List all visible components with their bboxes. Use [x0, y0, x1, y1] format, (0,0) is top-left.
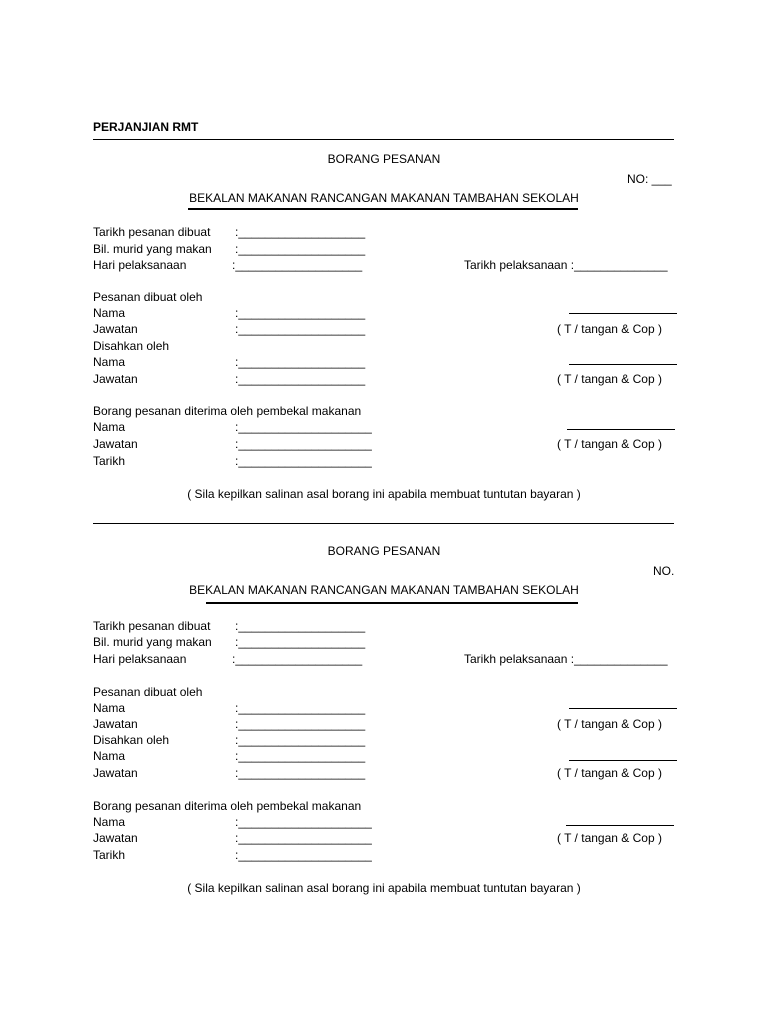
approved-by-heading: Disahkan oleh [93, 733, 170, 747]
subtitle-underline [206, 602, 578, 604]
name-field[interactable]: :____________________ [235, 420, 372, 434]
received-by-heading: Borang pesanan diterima oleh pembekal makanan [93, 799, 362, 813]
execution-day-field[interactable]: :___________________ [232, 652, 363, 666]
position-field[interactable]: :____________________ [235, 831, 372, 845]
ordered-by-heading: Pesanan dibuat oleh [93, 685, 203, 699]
name-label: Nama [93, 420, 126, 434]
name-field[interactable]: :___________________ [235, 749, 366, 763]
signature-line [569, 364, 677, 365]
name-field[interactable]: :___________________ [235, 306, 366, 320]
date-label: Tarikh [93, 848, 126, 862]
name-field[interactable]: :___________________ [235, 701, 366, 715]
position-label: Jawatan [93, 372, 138, 386]
form-number: NO: ___ [627, 172, 672, 186]
position-field[interactable]: :____________________ [235, 437, 372, 451]
form-subtitle: BEKALAN MAKANAN RANCANGAN MAKANAN TAMBAHAN SEKOLAH [189, 191, 579, 205]
name-label: Nama [93, 355, 126, 369]
signature-stamp-label: ( T / tangan & Cop ) [557, 766, 662, 780]
signature-stamp-label: ( T / tangan & Cop ) [557, 322, 662, 336]
form-subtitle: BEKALAN MAKANAN RANCANGAN MAKANAN TAMBAHAN SEKOLAH [189, 583, 579, 597]
execution-day-label: Hari pelaksanaan [93, 258, 187, 272]
student-count-label: Bil. murid yang makan [93, 242, 212, 256]
form-note: ( Sila kepilkan salinan asal borang ini apabila membuat tuntutan bayaran ) [187, 881, 581, 895]
position-label: Jawatan [93, 717, 138, 731]
signature-line [569, 313, 677, 314]
subtitle-underline [188, 208, 578, 210]
section-divider [93, 523, 674, 524]
student-count-field[interactable]: :___________________ [235, 635, 366, 649]
form-title: BORANG PESANAN [327, 544, 441, 558]
approved-by-field[interactable]: :___________________ [235, 733, 366, 747]
name-label: Nama [93, 815, 126, 829]
position-field[interactable]: :___________________ [235, 322, 366, 336]
approved-by-heading: Disahkan oleh [93, 339, 170, 353]
execution-date-field[interactable]: Tarikh pelaksanaan :______________ [464, 258, 668, 272]
position-field[interactable]: :___________________ [235, 766, 366, 780]
order-date-field[interactable]: :___________________ [235, 619, 366, 633]
signature-line [569, 708, 677, 709]
name-label: Nama [93, 306, 126, 320]
signature-stamp-label: ( T / tangan & Cop ) [557, 717, 662, 731]
student-count-label: Bil. murid yang makan [93, 635, 212, 649]
signature-line [566, 825, 674, 826]
order-date-label: Tarikh pesanan dibuat [93, 225, 211, 239]
signature-stamp-label: ( T / tangan & Cop ) [557, 372, 662, 386]
form-note: ( Sila kepilkan salinan asal borang ini apabila membuat tuntutan bayaran ) [187, 487, 581, 501]
ordered-by-heading: Pesanan dibuat oleh [93, 290, 203, 304]
order-date-field[interactable]: :___________________ [235, 225, 366, 239]
execution-day-field[interactable]: :___________________ [232, 258, 363, 272]
signature-line [569, 760, 677, 761]
form-title: BORANG PESANAN [327, 152, 441, 166]
order-date-label: Tarikh pesanan dibuat [93, 619, 211, 633]
date-label: Tarikh [93, 454, 126, 468]
position-field[interactable]: :___________________ [235, 372, 366, 386]
execution-day-label: Hari pelaksanaan [93, 652, 187, 666]
execution-date-field[interactable]: Tarikh pelaksanaan :______________ [464, 652, 668, 666]
name-label: Nama [93, 749, 126, 763]
student-count-field[interactable]: :___________________ [235, 242, 366, 256]
form-number: NO. [653, 564, 675, 578]
signature-line [567, 429, 675, 430]
name-label: Nama [93, 701, 126, 715]
document-title: PERJANJIAN RMT [93, 120, 199, 134]
received-by-heading: Borang pesanan diterima oleh pembekal makanan [93, 404, 362, 418]
position-label: Jawatan [93, 322, 138, 336]
name-field[interactable]: :____________________ [235, 815, 372, 829]
name-field[interactable]: :___________________ [235, 355, 366, 369]
position-label: Jawatan [93, 437, 138, 451]
header-divider [93, 139, 674, 140]
signature-stamp-label: ( T / tangan & Cop ) [557, 437, 662, 451]
date-field[interactable]: :____________________ [235, 454, 372, 468]
date-field[interactable]: :____________________ [235, 848, 372, 862]
signature-stamp-label: ( T / tangan & Cop ) [557, 831, 662, 845]
position-field[interactable]: :___________________ [235, 717, 366, 731]
position-label: Jawatan [93, 766, 138, 780]
position-label: Jawatan [93, 831, 138, 845]
